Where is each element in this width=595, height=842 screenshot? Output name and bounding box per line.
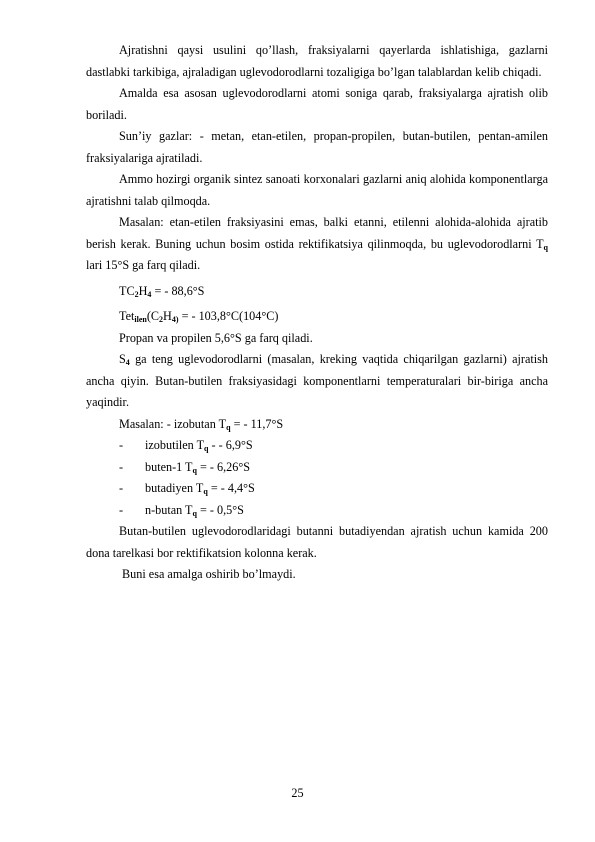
subscript: ilen — [134, 315, 147, 324]
text-segment: lari 15°S ga farq qiladi. — [86, 258, 201, 272]
example-isobutane — [86, 414, 548, 436]
page-number: 25 — [291, 786, 304, 800]
list-item — [86, 478, 548, 500]
formula-part: TC — [119, 283, 135, 298]
paragraph-propane-propylene: Propan va propilen 5,6°S ga farq qiladi. — [119, 330, 313, 345]
formula-part: (C — [146, 309, 160, 323]
subscript: 2 — [134, 289, 139, 299]
subscript: q — [543, 242, 548, 252]
list-value: = - 4,4°S — [207, 481, 255, 495]
paragraph-by-atom-count: Amalda esa asosan uglevodorodlarni atomi soniga qarab, fraksiyalarga ajratish olib boriladi. — [86, 86, 548, 122]
paragraph-ethane-ethylene — [86, 212, 548, 277]
subscript: 4 — [125, 358, 130, 367]
subscript: q — [203, 487, 208, 496]
paragraph-industry-demand: Ammo hozirgi organik sintez sanoati korxonalari gazlarni aniq alohida komponentlarga ajratishni talab qilmoqda. — [86, 172, 548, 208]
text-segment: Masalan: etan-etilen fraksiyasini emas, balki etanni, etilenni alohida-alohida ajratib berish kerak. Buning uchun bosim ostida rektifikatsiya qilinmoqda, bu uglevodorodlarni T — [86, 215, 548, 251]
list-dash: - — [119, 459, 124, 474]
paragraph-conclusion: Buni esa amalga oshirib bo’lmaydi. — [119, 567, 296, 581]
formula-part: H — [163, 309, 172, 323]
list-text: izobutilen T — [145, 438, 205, 452]
subscript: 4) — [171, 315, 179, 324]
formula-part: = - 103,8°C(104°C) — [178, 309, 279, 323]
text-segment: S — [119, 352, 126, 366]
list-text: buten-1 T — [145, 459, 193, 474]
formula-part: Tet — [119, 309, 135, 323]
list-value: = - 0,5°S — [196, 502, 244, 517]
document-body — [86, 40, 548, 586]
list-text: n-butan T — [145, 502, 193, 517]
subscript: q — [192, 465, 197, 475]
subscript: q — [192, 508, 197, 518]
paragraph-separation-method: Ajratishni qaysi usulini qo’llash, fraksiyalarni qayerlarda ishlatishiga, gazlarni dastlabki tarkibiga, ajraladigan uglevodorodlarni tozaligiga bo’lgan talablardan kelib chiqadi. — [86, 43, 548, 79]
list-dash: - — [119, 481, 124, 495]
text-segment: Masalan: - izobutan T — [119, 416, 227, 431]
list-dash: - — [119, 438, 124, 452]
list-value: = - 6,26°S — [196, 459, 251, 474]
subscript: 4 — [147, 289, 152, 299]
formula-ethylene-boiling — [86, 306, 548, 328]
paragraph-c4-separation — [86, 349, 548, 414]
subscript: q — [204, 444, 209, 453]
list-dash: - — [119, 502, 124, 517]
formula-ethane-boiling — [86, 281, 548, 303]
subscript: 2 — [159, 315, 164, 324]
list-text: butadiyen T — [145, 481, 204, 495]
text-segment: ga teng uglevodorodlarni (masalan, kreking vaqtida chiqarilgan gazlarni) ajratish ancha qiyin. Butan-butilen fraksiyasidagi komponentlarni temperaturalari bir-biriga ancha yaqindir. — [86, 352, 548, 409]
list-value: - - 6,9°S — [208, 438, 253, 452]
list-item — [86, 457, 548, 479]
text-segment: = - 11,7°S — [230, 416, 284, 431]
list-item — [86, 435, 548, 457]
subscript: q — [226, 422, 231, 432]
paragraph-column-requirement: Butan-butilen uglevodorodlaridagi butanni butadiyendan ajratish uchun kamida 200 dona tarelkasi bor rektifikatsion kolonna kerak. — [86, 524, 548, 560]
formula-part: = - 88,6°S — [151, 283, 205, 298]
list-item — [86, 500, 548, 522]
formula-part: H — [138, 283, 148, 298]
paragraph-artificial-gases: Sun’iy gazlar: - metan, etan-etilen, propan-propilen, butan-butilen, pentan-amilen fraksiyalariga ajratiladi. — [86, 129, 548, 165]
